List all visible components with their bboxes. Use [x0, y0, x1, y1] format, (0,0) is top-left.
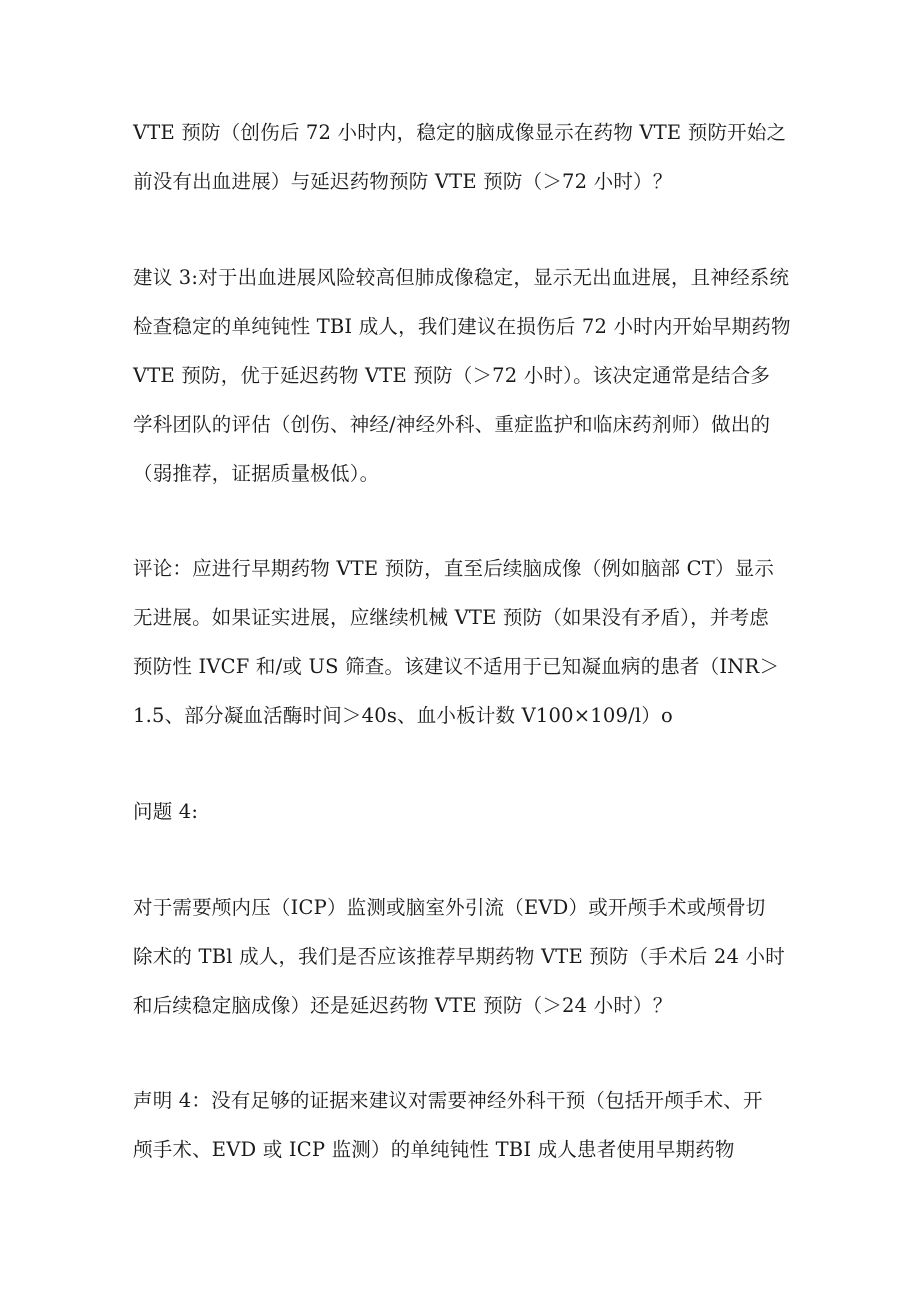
paragraph-question-3-line-2: 前没有出血进展）与延迟药物预防 VTE 预防（＞72 小时）？	[133, 170, 673, 193]
paragraph-recommendation-3-line-3: VTE 预防，优于延迟药物 VTE 预防（＞72 小时）。该决定通常是结合多	[133, 364, 771, 387]
paragraph-comment-line-3: 预防性 IVCF 和/或 US 筛查。该建议不适用于已知凝血病的患者（INR＞	[133, 655, 780, 678]
paragraph-question-4-line-2: 除术的 TBl 成人，我们是否应该推荐早期药物 VTE 预防（手术后 24 小时	[133, 945, 785, 968]
paragraph-question-3-line-1: VTE 预防（创伤后 72 小时内，稳定的脑成像显示在药物 VTE 预防开始之	[133, 121, 787, 144]
paragraph-recommendation-3-line-5: （弱推荐，证据质量极低）。	[133, 462, 380, 485]
paragraph-comment-line-2: 无进展。如果证实进展，应继续机械 VTE 预防（如果没有矛盾），并考虑	[133, 606, 769, 629]
paragraph-comment-line-1: 评论：应进行早期药物 VTE 预防，直至后续脑成像（例如脑部 CT）显示	[133, 557, 775, 580]
paragraph-statement-4-line-2: 颅手术、EVD 或 ICP 监测）的单纯钝性 TBI 成人患者使用早期药物	[133, 1138, 735, 1161]
question-4-heading: 问题 4:	[133, 800, 199, 823]
paragraph-question-4-line-1: 对于需要颅内压（ICP）监测或脑室外引流（EVD）或开颅手术或颅骨切	[133, 896, 766, 919]
paragraph-recommendation-3-line-4: 学科团队的评估（创伤、神经/神经外科、重症监护和临床药剂师）做出的	[133, 413, 771, 436]
paragraph-question-4-line-3: 和后续稳定脑成像）还是延迟药物 VTE 预防（＞24 小时）？	[133, 994, 673, 1017]
paragraph-recommendation-3-line-2: 检查稳定的单纯钝性 TBI 成人，我们建议在损伤后 72 小时内开始早期药物	[133, 315, 791, 338]
paragraph-statement-4-line-1: 声明 4：没有足够的证据来建议对需要神经外科干预（包括开颅手术、开	[133, 1089, 763, 1112]
paragraph-recommendation-3-line-1: 建议 3:对于出血进展风险较高但肺成像稳定，显示无出血进展，且神经系统	[133, 266, 790, 289]
paragraph-comment-line-4: 1.5、部分凝血活酶时间＞40s、血小板计数 V100×109/l）o	[133, 704, 673, 727]
